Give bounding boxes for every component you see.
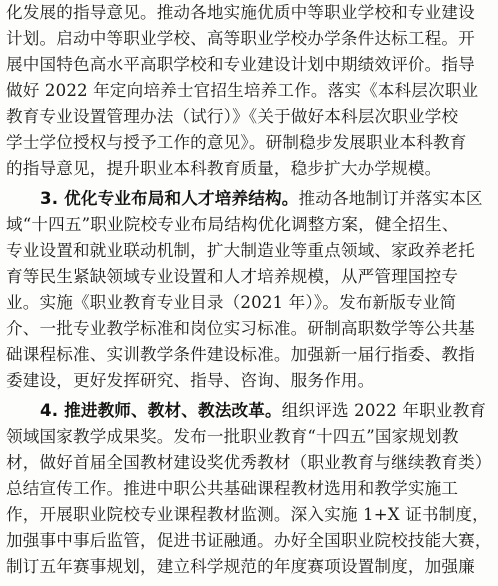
section-heading: 4. 推进教师、教材、教法改革。: [40, 401, 282, 420]
text-line: 委建设，更好发挥研究、指导、咨询、服务作用。: [6, 371, 375, 390]
section-heading-line: 4. 推进教师、教材、教法改革。组织评选 2022 年职业教育: [40, 401, 487, 420]
section-heading-line: 3. 优化专业布局和人才培养结构。推动各地制订并落实本区: [40, 189, 483, 208]
text-line: 领域国家教学成果奖。发布一批职业教育“十四五”国家规划教: [6, 427, 459, 446]
text-line: 础课程标准、实训教学条件建设标准。加强新一届行指委、教指: [6, 345, 475, 364]
text-line: 介、一批专业教学标准和岗位实习标准。研制高职数学等公共基: [6, 319, 475, 338]
section-heading: 3. 优化专业布局和人才培养结构。: [40, 189, 299, 208]
text-line: 加强事中事后监管，促进书证融通。办好全国职业院校技能大赛，: [6, 531, 492, 550]
text-line: 化发展的指导意见。推动各地实施优质中等职业学校和专业建设: [6, 3, 475, 22]
text-line: 做好 2022 年定向培养士官招生培养工作。落实《本科层次职业: [6, 81, 479, 100]
text-line: 材，做好首届全国教材建设奖优秀教材（职业教育与继续教育类）: [6, 453, 492, 472]
text-line: 计划。启动中等职业学校、高等职业学校办学条件达标工程。开: [6, 29, 475, 48]
text-line: 学士学位授权与授予工作的意见》。研制稳步发展职业本科教育: [6, 133, 467, 152]
text-line: 的指导意见，提升职业本科教育质量，稳步扩大办学规模。: [6, 159, 442, 178]
text-line: 展中国特色高水平高职学校和专业建设计划中期绩效评价。指导: [6, 55, 475, 74]
text-line: 作，开展职业院校专业课程教材监测。深入实施 1+X 证书制度，: [6, 505, 489, 524]
text-line: 业。实施《职业教育专业目录（2021 年）》。发布新版专业简: [6, 293, 457, 312]
text-line: 制订五年赛事规划，建立科学规范的年度赛项设置制度，加强廉: [6, 557, 475, 576]
text-line: 育等民生紧缺领域专业设置和人才培养规模，从严管理国控专: [6, 267, 459, 286]
text-line: 教育专业设置管理办法（试行）》《关于做好本科层次职业学校: [6, 107, 459, 126]
text-line: 专业设置和就业联动机制，扩大制造业等重点领域、家政养老托: [6, 241, 475, 260]
text-line: 总结宣传工作。推进中职公共基础课程教材选用和教学实施工: [6, 479, 459, 498]
text-line: 域“十四五”职业院校专业布局结构优化调整方案，健全招生、: [6, 215, 459, 234]
